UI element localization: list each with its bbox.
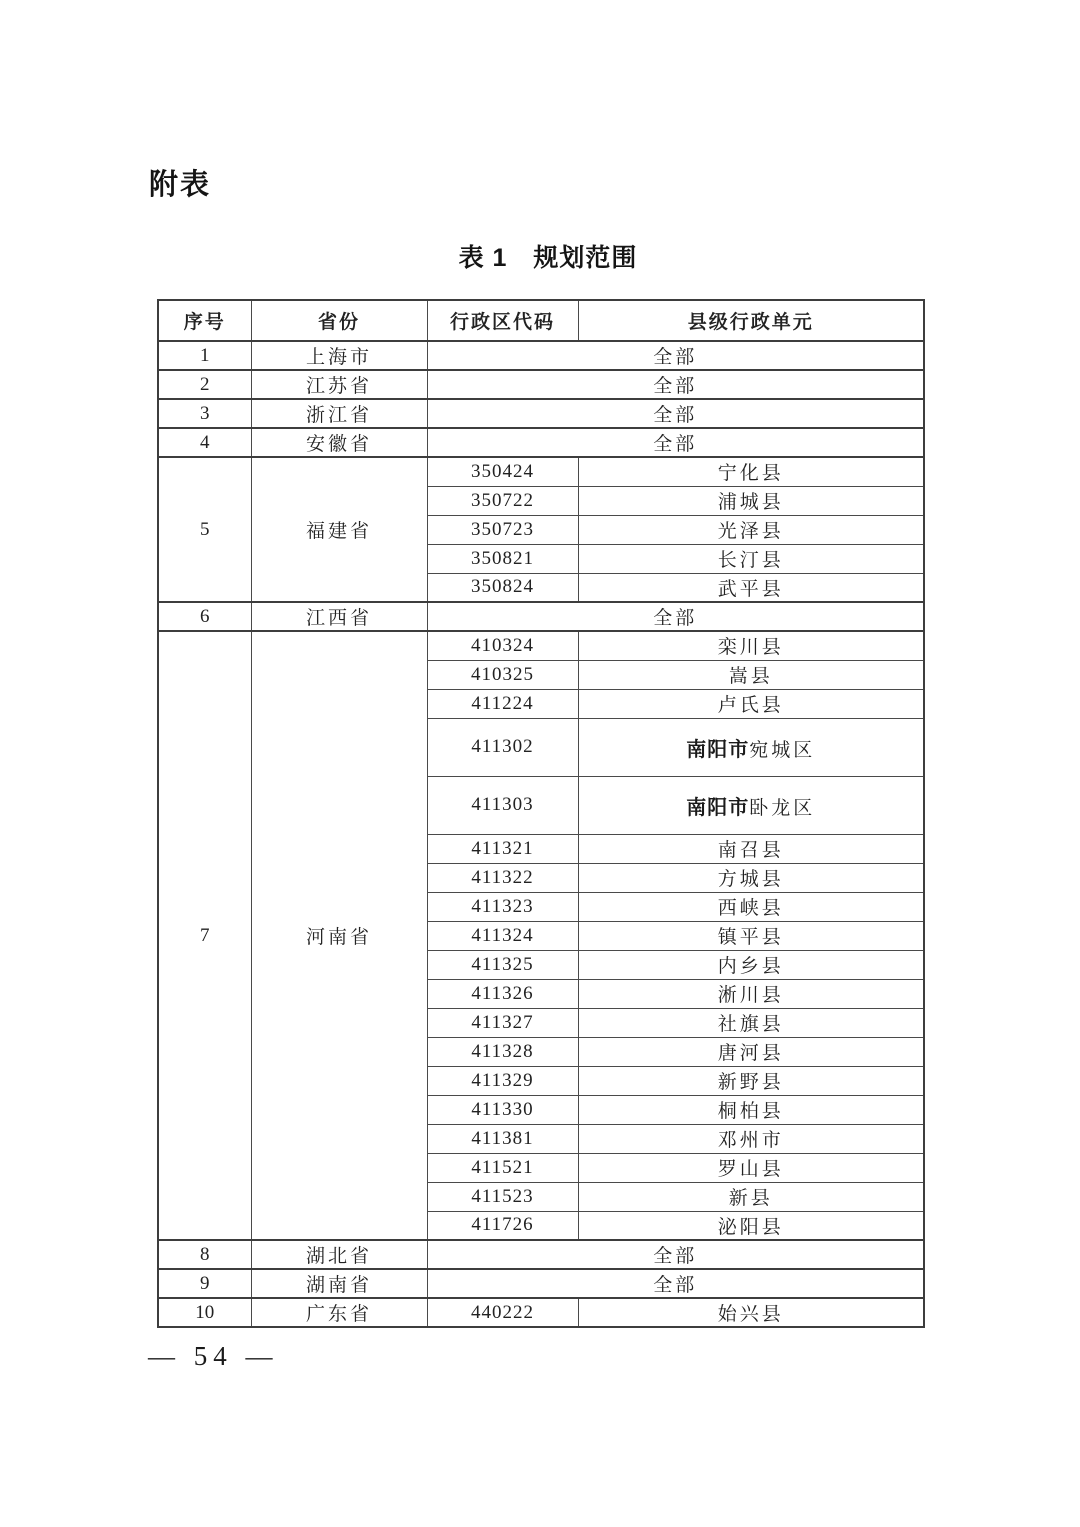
cell-county: 桐柏县 [578,1095,924,1124]
cell-county: 卢氏县 [578,689,924,718]
cell-province: 广东省 [251,1298,427,1327]
cell-code: 440222 [427,1298,578,1327]
table-row [158,1240,924,1269]
cell-seq: 4 [158,428,251,457]
cell-county: 新县 [578,1182,924,1211]
cell-scope: 全部 [427,428,924,457]
cell-code: 350824 [427,573,578,602]
header-province: 省份 [251,300,427,341]
cell-province: 湖南省 [251,1269,427,1298]
cell-county: 唐河县 [578,1037,924,1066]
cell-county: 嵩县 [578,660,924,689]
cell-scope: 全部 [427,602,924,631]
cell-code: 411322 [427,863,578,892]
cell-county: 武平县 [578,573,924,602]
cell-province: 浙江省 [251,399,427,428]
cell-county: 方城县 [578,863,924,892]
cell-code: 411323 [427,892,578,921]
cell-code: 411302 [427,718,578,776]
cell-seq: 10 [158,1298,251,1327]
appendix-heading: 附表 [149,169,212,201]
cell-code: 410324 [427,631,578,660]
cell-code: 350722 [427,486,578,515]
cell-province: 江西省 [251,602,427,631]
cell-county: 罗山县 [578,1153,924,1182]
cell-province: 河南省 [251,631,427,1240]
cell-county: 社旗县 [578,1008,924,1037]
cell-code: 411381 [427,1124,578,1153]
cell-seq: 7 [158,631,251,1240]
cell-county: 南阳市宛城区 [578,718,924,776]
cell-scope: 全部 [427,341,924,370]
table-row [158,602,924,631]
cell-code: 411303 [427,776,578,834]
cell-county: 新野县 [578,1066,924,1095]
cell-code: 411326 [427,979,578,1008]
table-row [158,1269,924,1298]
cell-code: 350424 [427,457,578,486]
cell-county: 镇平县 [578,921,924,950]
table-row [158,399,924,428]
cell-county: 光泽县 [578,515,924,544]
cell-county: 浦城县 [578,486,924,515]
cell-code: 411328 [427,1037,578,1066]
table-header [158,300,924,341]
cell-code: 411324 [427,921,578,950]
county-city-prefix: 南阳市 [686,796,750,819]
cell-seq: 8 [158,1240,251,1269]
table-header-row [158,300,924,341]
cell-code: 411523 [427,1182,578,1211]
cell-seq: 9 [158,1269,251,1298]
cell-code: 411329 [427,1066,578,1095]
header-admin-code: 行政区代码 [427,300,578,341]
cell-county: 淅川县 [578,979,924,1008]
table-row [158,1298,924,1327]
planning-table-body [158,341,924,1327]
cell-code: 411726 [427,1211,578,1240]
cell-county: 始兴县 [578,1298,924,1327]
cell-code: 411327 [427,1008,578,1037]
cell-code: 410325 [427,660,578,689]
cell-province: 福建省 [251,457,427,602]
cell-seq: 2 [158,370,251,399]
cell-scope: 全部 [427,1240,924,1269]
cell-seq: 6 [158,602,251,631]
cell-province: 江苏省 [251,370,427,399]
cell-province: 上海市 [251,341,427,370]
cell-scope: 全部 [427,370,924,399]
table-row [158,631,924,660]
cell-county: 邓州市 [578,1124,924,1153]
cell-county: 宁化县 [578,457,924,486]
cell-scope: 全部 [427,1269,924,1298]
cell-seq: 3 [158,399,251,428]
cell-code: 411321 [427,834,578,863]
cell-code: 411224 [427,689,578,718]
cell-code: 411325 [427,950,578,979]
header-seq: 序号 [158,300,251,341]
cell-code: 350821 [427,544,578,573]
county-city-prefix: 南阳市 [686,738,750,761]
cell-province: 湖北省 [251,1240,427,1269]
planning-scope-table-container [157,299,925,1328]
page-number: — 54 — [148,1341,279,1371]
cell-county: 泌阳县 [578,1211,924,1240]
cell-scope: 全部 [427,399,924,428]
cell-county: 南召县 [578,834,924,863]
cell-seq: 5 [158,457,251,602]
cell-seq: 1 [158,341,251,370]
cell-county: 南阳市卧龙区 [578,776,924,834]
table-row [158,457,924,486]
cell-code: 411330 [427,1095,578,1124]
header-county-unit: 县级行政单元 [578,300,924,341]
planning-scope-table [157,299,925,1328]
cell-county: 内乡县 [578,950,924,979]
cell-county: 栾川县 [578,631,924,660]
table-row [158,341,924,370]
cell-county: 长汀县 [578,544,924,573]
cell-province: 安徽省 [251,428,427,457]
cell-code: 411521 [427,1153,578,1182]
table-row [158,370,924,399]
cell-county: 西峡县 [578,892,924,921]
table-title: 表 1 规划范围 [458,244,638,272]
cell-code: 350723 [427,515,578,544]
table-row [158,428,924,457]
